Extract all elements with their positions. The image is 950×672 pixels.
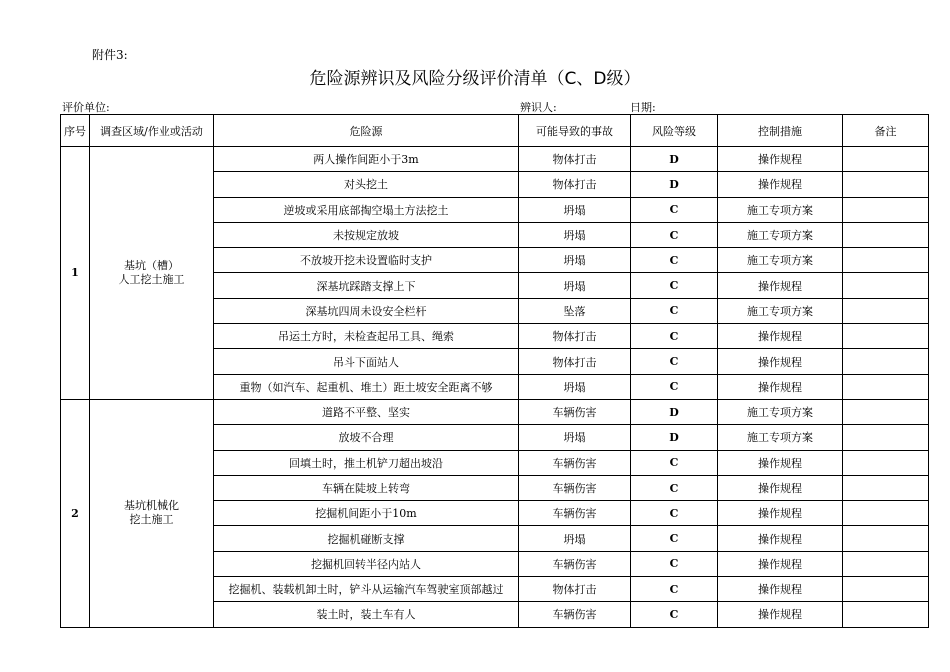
risk-level-cell: C: [631, 324, 718, 349]
header-accident: 可能导致的事故: [519, 115, 631, 147]
hazard-cell: 逆坡或采用底部掏空塌土方法挖土: [214, 197, 519, 222]
accident-cell: 坍塌: [519, 248, 631, 273]
accident-cell: 车辆伤害: [519, 602, 631, 627]
risk-level-cell: D: [631, 425, 718, 450]
hazard-cell: 未按规定放坡: [214, 222, 519, 247]
risk-level-cell: C: [631, 475, 718, 500]
header-no: 序号: [61, 115, 90, 147]
hazard-table: [60, 114, 929, 628]
hazard-cell: 挖掘机碰断支撑: [214, 526, 519, 551]
risk-level-cell: C: [631, 248, 718, 273]
risk-level-cell: C: [631, 551, 718, 576]
risk-level-cell: C: [631, 197, 718, 222]
accident-cell: 物体打击: [519, 577, 631, 602]
remark-cell: [843, 172, 929, 197]
remark-cell: [843, 577, 929, 602]
accident-cell: 车辆伤害: [519, 399, 631, 424]
area-line-1: 基坑机械化: [124, 499, 179, 512]
identifier-label: 辨识人:: [520, 101, 557, 114]
hazard-cell: 放坡不合理: [214, 425, 519, 450]
hazard-cell: 两人操作间距小于3m: [214, 147, 519, 172]
header-area: 调查区域/作业或活动: [90, 115, 214, 147]
control-measure-cell: 施工专项方案: [718, 248, 843, 273]
risk-level-cell: C: [631, 374, 718, 399]
risk-level-cell: D: [631, 147, 718, 172]
evaluation-unit-label: 评价单位:: [62, 101, 110, 114]
control-measure-cell: 施工专项方案: [718, 197, 843, 222]
header-risk-level: 风险等级: [631, 115, 718, 147]
remark-cell: [843, 551, 929, 576]
remark-cell: [843, 526, 929, 551]
row-number-cell: 1: [61, 147, 90, 400]
control-measure-cell: 操作规程: [718, 273, 843, 298]
risk-level-cell: C: [631, 222, 718, 247]
hazard-cell: 回填土时，推土机铲刀超出坡沿: [214, 450, 519, 475]
hazard-cell: 挖掘机回转半径内站人: [214, 551, 519, 576]
remark-cell: [843, 197, 929, 222]
accident-cell: 物体打击: [519, 172, 631, 197]
hazard-cell: 深基坑踩踏支撑上下: [214, 273, 519, 298]
remark-cell: [843, 475, 929, 500]
annex-label: 附件3:: [92, 48, 128, 62]
row-number-cell: 2: [61, 399, 90, 627]
hazard-cell: 吊运土方时，未检查起吊工具、绳索: [214, 324, 519, 349]
area-line-1: 基坑（槽）: [124, 258, 179, 272]
accident-cell: 车辆伤害: [519, 551, 631, 576]
control-measure-cell: 施工专项方案: [718, 425, 843, 450]
control-measure-cell: 操作规程: [718, 551, 843, 576]
accident-cell: 物体打击: [519, 324, 631, 349]
header-hazard: 危险源: [214, 115, 519, 147]
accident-cell: 坍塌: [519, 374, 631, 399]
control-measure-cell: 操作规程: [718, 450, 843, 475]
control-measure-cell: 操作规程: [718, 349, 843, 374]
control-measure-cell: 操作规程: [718, 526, 843, 551]
remark-cell: [843, 147, 929, 172]
hazard-cell: 挖掘机、装载机卸土时，铲斗从运输汽车驾驶室顶部越过: [214, 577, 519, 602]
control-measure-cell: 操作规程: [718, 602, 843, 627]
accident-cell: 车辆伤害: [519, 475, 631, 500]
remark-cell: [843, 374, 929, 399]
risk-level-cell: C: [631, 298, 718, 323]
risk-level-cell: C: [631, 577, 718, 602]
accident-cell: 坠落: [519, 298, 631, 323]
accident-cell: 车辆伤害: [519, 501, 631, 526]
hazard-cell: 重物（如汽车、起重机、堆土）距土坡安全距离不够: [214, 374, 519, 399]
header-row: [61, 115, 929, 147]
risk-level-cell: C: [631, 349, 718, 374]
remark-cell: [843, 298, 929, 323]
remark-cell: [843, 399, 929, 424]
area-cell: [90, 399, 214, 627]
remark-cell: [843, 273, 929, 298]
remark-cell: [843, 425, 929, 450]
accident-cell: 物体打击: [519, 147, 631, 172]
control-measure-cell: 操作规程: [718, 147, 843, 172]
remark-cell: [843, 349, 929, 374]
accident-cell: 坍塌: [519, 222, 631, 247]
control-measure-cell: 操作规程: [718, 577, 843, 602]
accident-cell: 坍塌: [519, 273, 631, 298]
control-measure-cell: 施工专项方案: [718, 399, 843, 424]
hazard-cell: 不放坡开挖未设置临时支护: [214, 248, 519, 273]
accident-cell: 物体打击: [519, 349, 631, 374]
control-measure-cell: 施工专项方案: [718, 298, 843, 323]
area-line-2: 人工挖土施工: [118, 272, 185, 286]
area-line-2: 挖土施工: [129, 513, 174, 527]
table-body: [61, 147, 929, 628]
accident-cell: 坍塌: [519, 197, 631, 222]
header-control-measure: 控制措施: [718, 115, 843, 147]
remark-cell: [843, 324, 929, 349]
control-measure-cell: 操作规程: [718, 374, 843, 399]
control-measure-cell: 操作规程: [718, 501, 843, 526]
risk-level-cell: D: [631, 399, 718, 424]
hazard-cell: 装土时，装土车有人: [214, 602, 519, 627]
remark-cell: [843, 602, 929, 627]
hazard-cell: 对头挖土: [214, 172, 519, 197]
accident-cell: 坍塌: [519, 526, 631, 551]
remark-cell: [843, 248, 929, 273]
accident-cell: 车辆伤害: [519, 450, 631, 475]
hazard-cell: 挖掘机间距小于10m: [214, 501, 519, 526]
hazard-cell: 车辆在陡坡上转弯: [214, 475, 519, 500]
document-title: 危险源辨识及风险分级评价清单（C、D级）: [309, 69, 641, 89]
risk-level-cell: C: [631, 273, 718, 298]
control-measure-cell: 操作规程: [718, 172, 843, 197]
risk-level-cell: D: [631, 172, 718, 197]
area-cell: [90, 147, 214, 400]
control-measure-cell: 操作规程: [718, 324, 843, 349]
risk-level-cell: C: [631, 501, 718, 526]
table-row: [61, 399, 929, 424]
risk-level-cell: C: [631, 602, 718, 627]
remark-cell: [843, 501, 929, 526]
hazard-cell: 道路不平整、坚实: [214, 399, 519, 424]
control-measure-cell: 施工专项方案: [718, 222, 843, 247]
risk-level-cell: C: [631, 526, 718, 551]
hazard-cell: 深基坑四周未设安全栏杆: [214, 298, 519, 323]
table-row: [61, 147, 929, 172]
hazard-cell: 吊斗下面站人: [214, 349, 519, 374]
remark-cell: [843, 222, 929, 247]
remark-cell: [843, 450, 929, 475]
control-measure-cell: 操作规程: [718, 475, 843, 500]
accident-cell: 坍塌: [519, 425, 631, 450]
header-remark: 备注: [843, 115, 929, 147]
date-label: 日期:: [630, 101, 656, 114]
risk-level-cell: C: [631, 450, 718, 475]
